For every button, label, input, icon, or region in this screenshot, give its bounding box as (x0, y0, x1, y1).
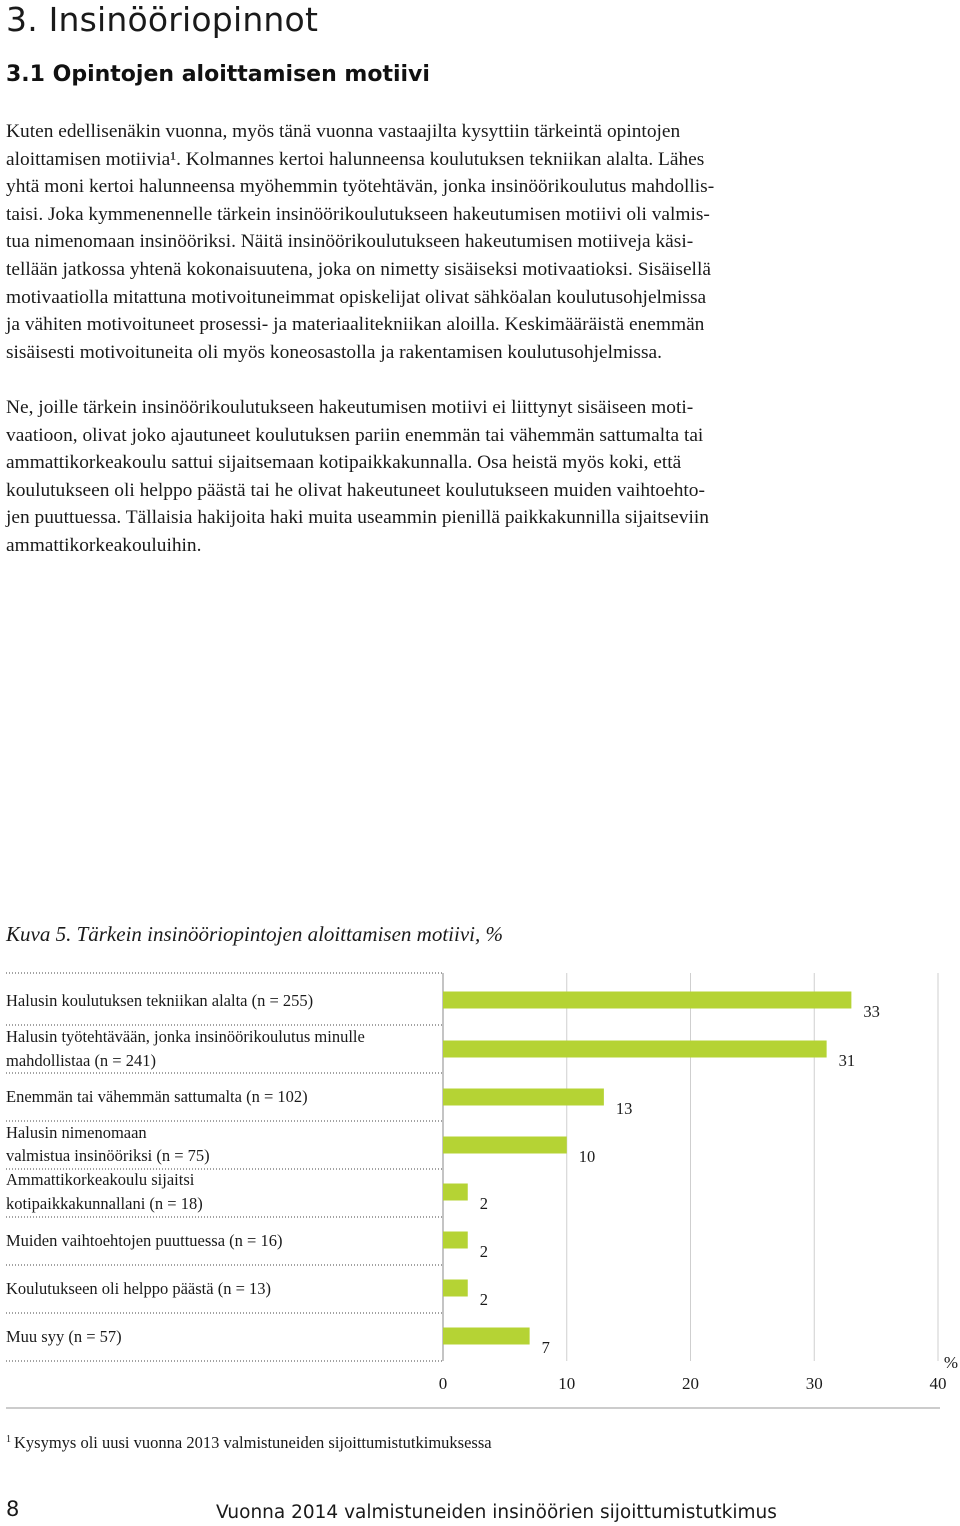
bar (443, 1137, 567, 1154)
category-label: Enemmän tai vähemmän sattumalta (n = 102) (6, 1087, 308, 1106)
chapter-heading: 3. Insinööriopinnot (6, 0, 319, 39)
section-heading: 3.1 Opintojen aloittamisen motiivi (6, 62, 430, 87)
category-label: kotipaikkakunnallani (n = 18) (6, 1194, 203, 1213)
data-label: 2 (479, 1242, 488, 1261)
category-label: Halusin koulutuksen tekniikan alalta (n = 255) (6, 991, 314, 1010)
data-label: 33 (863, 1002, 880, 1021)
paragraph-line: jen puuttuessa. Tällaisia hakijoita haki muita useammin pienillä paikkakunnilla sijaitseviin (6, 507, 709, 529)
data-label: 10 (578, 1147, 596, 1166)
category-label: Koulutukseen oli helppo päästä (n = 13) (6, 1279, 271, 1298)
tick-label: 40 (929, 1374, 947, 1393)
page-number: 8 (6, 1497, 20, 1521)
bar-chart (0, 960, 960, 1416)
tick-label: 30 (805, 1374, 823, 1393)
bar (443, 1041, 827, 1058)
category-label: mahdollistaa (n = 241) (6, 1051, 156, 1070)
tick-label: 10 (558, 1374, 576, 1393)
tick-label: 0 (438, 1374, 448, 1393)
category-label: valmistua insinööriksi (n = 75) (6, 1146, 210, 1165)
paragraph-line: ammattikorkeakoulu sattui sijaitsemaan kotipaikkakunnalla. Osa heistä myös koki, että (6, 452, 682, 474)
paragraph-line: vaatioon, olivat joko ajautuneet koulutuksen pariin enemmän tai vähemmän sattumalta tai (6, 424, 704, 446)
paragraph-line: tellään jatkossa yhtenä kokonaisuutena, joka on nimetty sisäiseksi motivaatioksi. Sisäisellä (6, 258, 711, 280)
paragraph-line: motivaatiolla mitattuna motivoituneimmat opiskelijat olivat sähköalan koulutusohjelmissa (6, 286, 707, 308)
figure-caption: Kuva 5. Tärkein insinööriopintojen aloittamisen motiivi, % (6, 922, 503, 946)
unit-label: % (943, 1353, 959, 1372)
bar (443, 1280, 468, 1297)
paragraph-line: yhtä moni kertoi halunneensa myöhemmin työtehtävän, jonka insinöörikoulutus mahdollis- (6, 176, 715, 198)
paragraph-1 (6, 118, 926, 366)
category-label: Halusin nimenomaan (6, 1123, 147, 1142)
paragraph-line: sisäisesti motivoituneita oli myös koneosastolla ja rakentamisen koulutusohjelmissa. (6, 341, 662, 363)
footnote-text: Kysymys oli uusi vuonna 2013 valmistuneiden sijoittumistutkimuksessa (14, 1433, 492, 1452)
running-footer: Vuonna 2014 valmistuneiden insinöörien sijoittumistutkimus (216, 1502, 777, 1523)
data-label: 13 (615, 1099, 633, 1118)
data-label: 2 (479, 1290, 488, 1309)
data-label: 7 (541, 1338, 550, 1357)
paragraph-line: koulutukseen oli helppo päästä tai he olivat hakeutuneet koulutukseen muiden vaihtoehto- (6, 479, 705, 501)
footnote (6, 1433, 492, 1453)
paragraph-line: Kuten edellisenäkin vuonna, myös tänä vuonna vastaajilta kysyttiin tärkeintä opintojen (6, 121, 681, 142)
bar (443, 1089, 604, 1106)
category-label: Muiden vaihtoehtojen puuttuessa (n = 16) (6, 1231, 283, 1250)
category-label: Ammattikorkeakoulu sijaitsi (6, 1170, 195, 1189)
bar (443, 1184, 468, 1201)
data-label: 2 (479, 1194, 488, 1213)
bar (443, 1232, 468, 1249)
paragraph-2 (6, 394, 926, 560)
category-label: Muu syy (n = 57) (6, 1327, 122, 1346)
tick-label: 20 (682, 1374, 699, 1393)
paragraph-line: tua nimenomaan insinööriksi. Näitä insinöörikoulutukseen hakeutumisen motiiveja käsi- (6, 231, 694, 253)
paragraph-line: taisi. Joka kymmenennelle tärkein insinöörikoulutukseen hakeutumisen motiivi oli valmis- (6, 203, 710, 225)
category-label: Halusin työtehtävään, jonka insinöörikoulutus minulle (6, 1027, 365, 1046)
bar (443, 1328, 530, 1345)
paragraph-line: Ne, joille tärkein insinöörikoulutukseen hakeutumisen motiivi ei liittynyt sisäiseen moti- (6, 397, 694, 418)
paragraph-line: ammattikorkeakouluihin. (6, 534, 202, 556)
bar (443, 992, 851, 1009)
footnote-marker: 1 (6, 1434, 11, 1445)
paragraph-line: aloittamisen motiivia¹. Kolmannes kertoi halunneensa koulutuksen tekniikan alalta. Lähes (6, 148, 705, 170)
data-label: 31 (838, 1051, 856, 1070)
paragraph-line: ja vähiten motivoituneet prosessi- ja materiaalitekniikan aloilla. Keskimääräistä enemmän (6, 314, 705, 336)
